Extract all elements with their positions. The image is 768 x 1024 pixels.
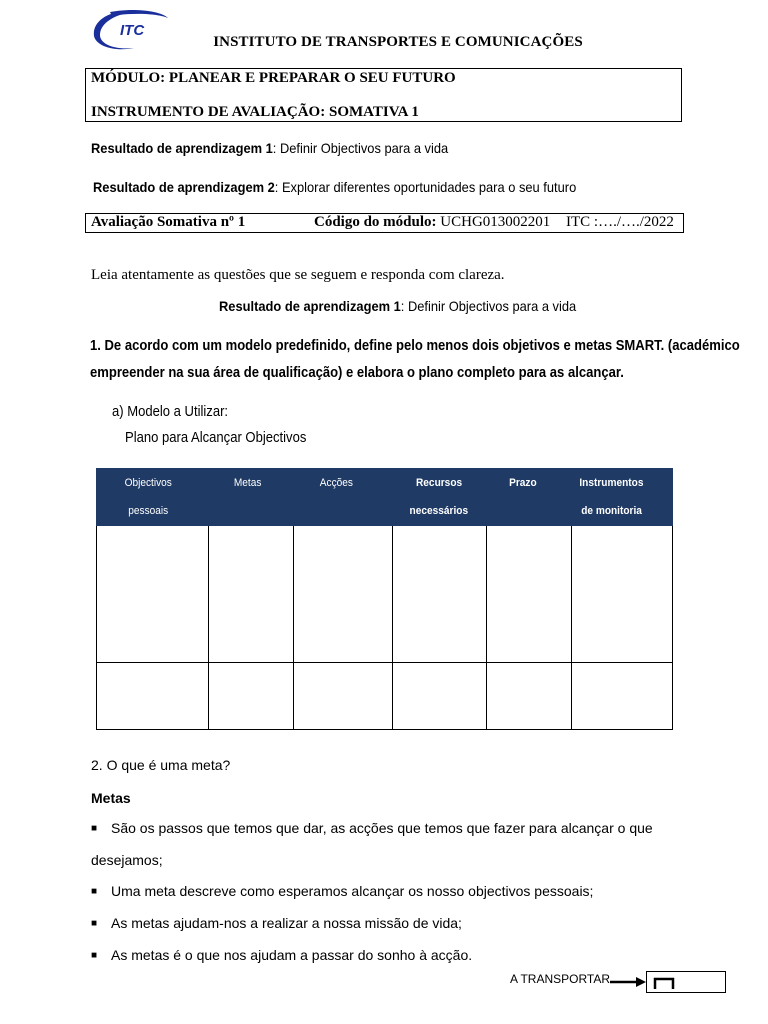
bullet-marker: ■ [91, 823, 98, 834]
plan-title: Plano para Alcançar Objectivos [125, 430, 307, 446]
itc-date: ITC :…./…./2022 [566, 214, 674, 230]
table-cell[interactable] [487, 663, 572, 730]
metas-heading: Metas [91, 790, 131, 806]
bullet-1-line-2: desejamos; [91, 852, 163, 868]
table-cell[interactable] [97, 663, 209, 730]
table-row [97, 663, 673, 730]
header-instrumentos: Instrumentos de monitoria [572, 469, 673, 526]
table-cell[interactable] [209, 663, 294, 730]
bullet-1-line-1: São os passos que temos que dar, as acções que temos que fazer para alcançar o que [111, 820, 653, 836]
header-metas: Metas [209, 469, 294, 526]
table-cell[interactable] [294, 663, 393, 730]
module-code: Código do módulo: UCHG013002201 [314, 214, 551, 230]
table-cell[interactable] [393, 526, 487, 663]
module-title: MÓDULO: PLANEAR E PREPARAR O SEU FUTURO [91, 70, 456, 86]
table-row [97, 526, 673, 663]
bullet-marker: ■ [91, 886, 98, 897]
bullet-3: As metas ajudam-nos a realizar a nossa missão de vida; [111, 915, 462, 931]
bullet-2: Uma meta descreve como esperamos alcançar os nosso objectivos pessoais; [111, 883, 594, 899]
arrow-right-icon [610, 976, 646, 988]
table-cell[interactable] [572, 526, 673, 663]
bracket-icon [653, 977, 675, 989]
header-objectivos: Objectivos pessoais [97, 469, 209, 526]
plan-table [96, 468, 673, 730]
table-cell[interactable] [294, 526, 393, 663]
svg-text:ITC: ITC [120, 22, 145, 39]
institute-title: INSTITUTO DE TRANSPORTES E COMUNICAÇÕES [213, 34, 583, 50]
table-cell[interactable] [209, 526, 294, 663]
table-cell[interactable] [487, 526, 572, 663]
table-cell[interactable] [393, 663, 487, 730]
assessment-info-box [85, 213, 684, 233]
learning-outcome-1: Resultado de aprendizagem 1: Definir Objectivos para a vida [91, 140, 449, 156]
learning-outcome-2: Resultado de aprendizagem 2: Explorar diferentes oportunidades para o seu futuro [93, 179, 577, 195]
header-accoes: Acções [294, 469, 393, 526]
table-cell[interactable] [572, 663, 673, 730]
assessment-label: Avaliação Somativa nº 1 [91, 214, 246, 230]
bullet-marker: ■ [91, 918, 98, 929]
header-recursos: Recursos necessários [393, 469, 487, 526]
table-header-row [97, 469, 673, 526]
question-1-line-1: 1. De acordo com um modelo predefinido, define pelo menos dois objetivos e metas SMART. (académico [90, 338, 740, 354]
module-box [85, 68, 682, 122]
table-cell[interactable] [97, 526, 209, 663]
instructions-text: Leia atentamente as questões que se seguem e responda com clareza. [91, 267, 505, 283]
question-1-line-2: empreender na sua área de qualificação) e elabora o plano completo para as alcançar. [90, 365, 624, 381]
transport-label: A TRANSPORTAR [510, 972, 611, 986]
instrument-title: INSTRUMENTO DE AVALIAÇÃO: SOMATIVA 1 [91, 104, 419, 120]
header-prazo: Prazo [487, 469, 572, 526]
question-2: 2. O que é uma meta? [91, 757, 231, 773]
bullet-4: As metas é o que nos ajudam a passar do sonho à acção. [111, 947, 473, 963]
section-outcome: Resultado de aprendizagem 1: Definir Objectivos para a vida [219, 298, 577, 314]
bullet-marker: ■ [91, 950, 98, 961]
sub-question-a: a) Modelo a Utilizar: [112, 404, 229, 420]
